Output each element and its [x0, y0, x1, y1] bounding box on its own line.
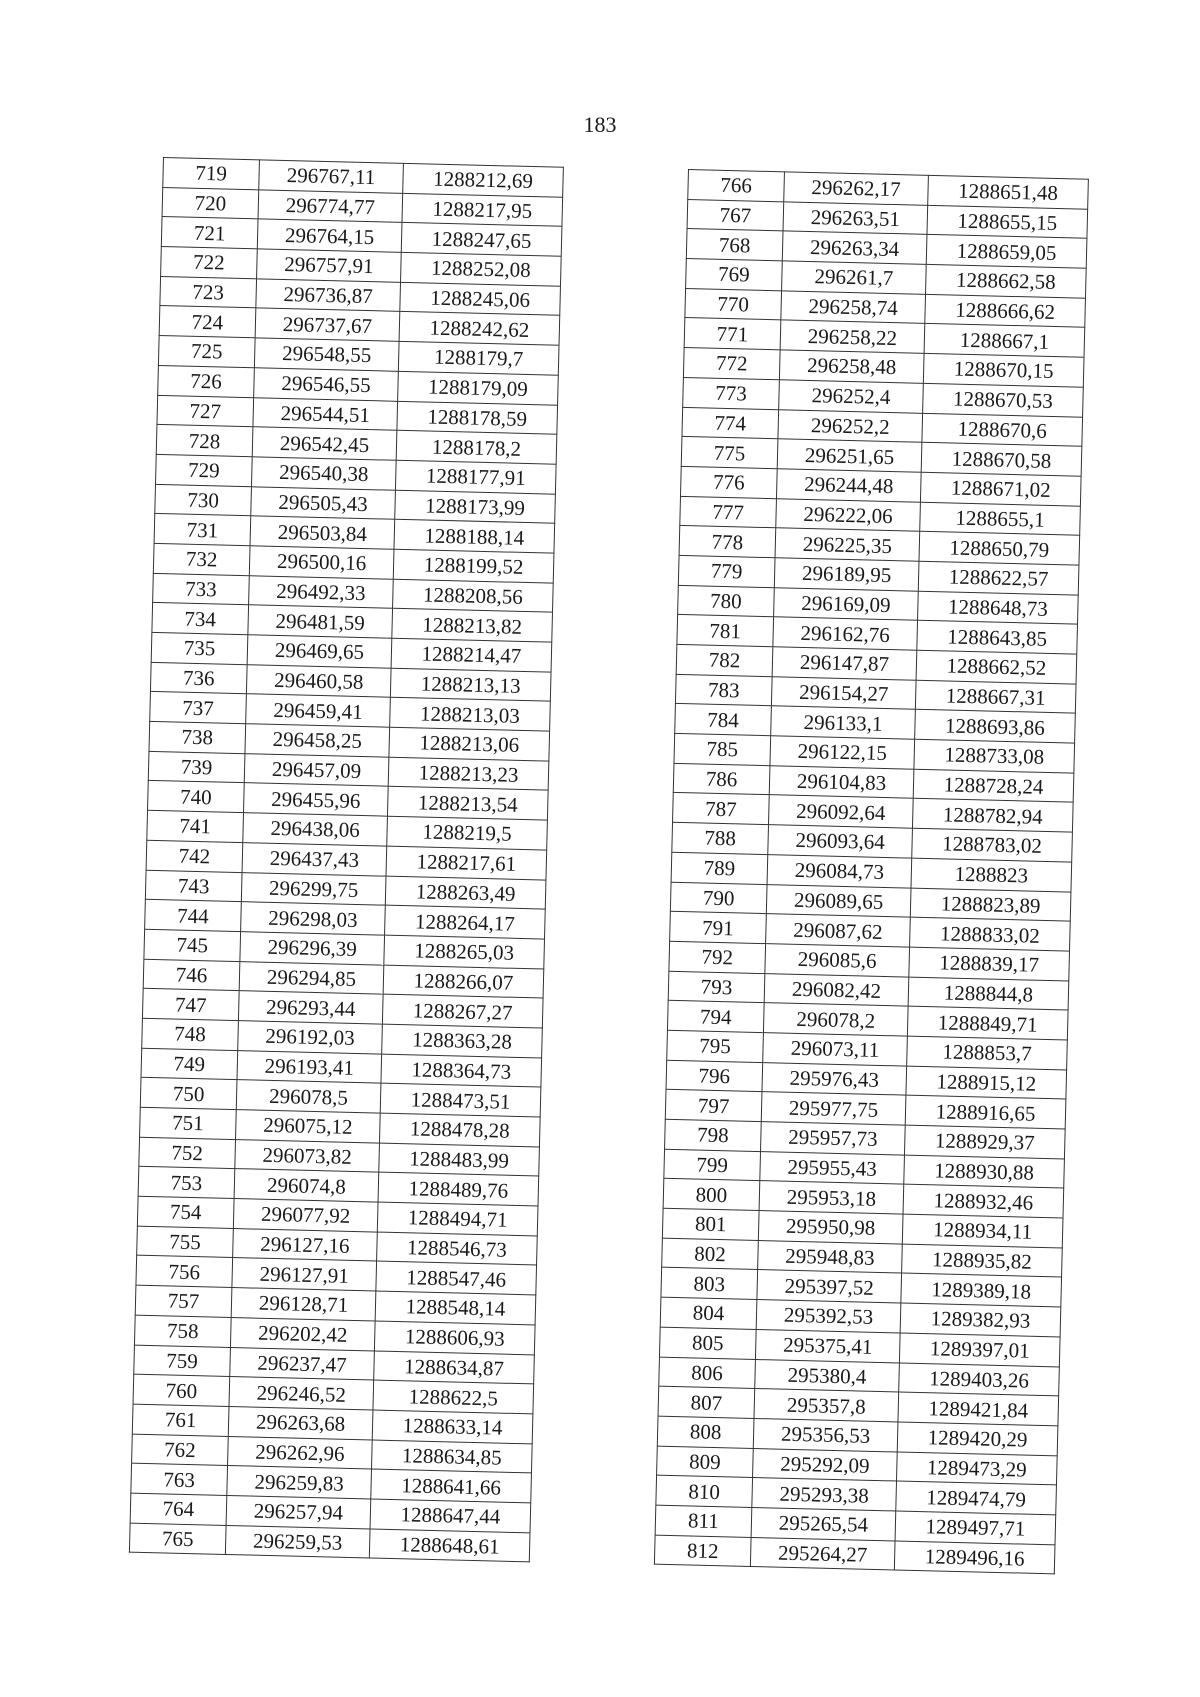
- y-coordinate-cell: 1288670,15: [923, 353, 1084, 387]
- point-number-cell: 780: [678, 585, 775, 617]
- x-coordinate-cell: 296548,55: [254, 338, 399, 371]
- x-coordinate-cell: 295957,73: [761, 1122, 906, 1155]
- x-coordinate-cell: 296298,03: [241, 902, 386, 935]
- y-coordinate-cell: 1289473,29: [897, 1452, 1058, 1486]
- x-coordinate-cell: 296189,95: [774, 558, 919, 591]
- x-coordinate-cell: 296542,45: [252, 427, 397, 460]
- point-number-cell: 737: [150, 692, 247, 724]
- x-coordinate-cell: 296263,34: [782, 231, 927, 264]
- coordinates-table-right: [654, 169, 1089, 1575]
- x-coordinate-cell: 296258,74: [781, 291, 926, 324]
- y-coordinate-cell: 1288208,56: [393, 579, 554, 613]
- point-number-cell: 811: [655, 1505, 752, 1537]
- y-coordinate-cell: 1289403,26: [899, 1363, 1060, 1397]
- y-coordinate-cell: 1288213,54: [387, 787, 548, 821]
- x-coordinate-cell: 296505,43: [251, 486, 396, 519]
- y-coordinate-cell: 1288264,17: [385, 905, 546, 939]
- x-coordinate-cell: 296092,64: [769, 795, 914, 828]
- x-coordinate-cell: 296222,06: [776, 498, 921, 531]
- point-number-cell: 777: [680, 496, 777, 528]
- y-coordinate-cell: 1288178,2: [396, 430, 557, 464]
- x-coordinate-cell: 296202,42: [230, 1317, 375, 1350]
- x-coordinate-cell: 296437,43: [242, 842, 387, 875]
- x-coordinate-cell: 296503,84: [250, 516, 395, 549]
- y-coordinate-cell: 1288179,7: [398, 341, 559, 375]
- y-coordinate-cell: 1288670,58: [921, 442, 1082, 476]
- y-coordinate-cell: 1288634,87: [374, 1351, 535, 1385]
- point-number-cell: 800: [663, 1179, 760, 1211]
- coordinates-table-left: [129, 157, 564, 1563]
- x-coordinate-cell: 296258,48: [779, 350, 924, 383]
- x-coordinate-cell: 296257,94: [226, 1495, 371, 1528]
- x-coordinate-cell: 296246,52: [229, 1377, 374, 1410]
- y-coordinate-cell: 1288935,82: [902, 1244, 1063, 1278]
- y-coordinate-cell: 1288633,14: [372, 1410, 533, 1444]
- y-coordinate-cell: 1288547,46: [376, 1261, 537, 1295]
- point-number-cell: 739: [148, 751, 245, 783]
- y-coordinate-cell: 1288930,88: [904, 1155, 1065, 1189]
- x-coordinate-cell: 295375,41: [755, 1329, 900, 1362]
- x-coordinate-cell: 296263,51: [783, 202, 928, 235]
- x-coordinate-cell: 296737,67: [255, 308, 400, 341]
- y-coordinate-cell: 1288219,5: [387, 816, 548, 850]
- point-number-cell: 755: [137, 1226, 234, 1258]
- point-number-cell: 722: [161, 247, 258, 279]
- x-coordinate-cell: 295977,75: [761, 1092, 906, 1125]
- x-coordinate-cell: 296244,48: [776, 469, 921, 502]
- x-coordinate-cell: 296252,2: [778, 409, 923, 442]
- y-coordinate-cell: 1288179,09: [398, 371, 559, 405]
- x-coordinate-cell: 296774,77: [258, 190, 403, 223]
- x-coordinate-cell: 296192,03: [238, 1021, 383, 1054]
- y-coordinate-cell: 1288666,62: [925, 294, 1086, 328]
- x-coordinate-cell: 296258,22: [780, 320, 925, 353]
- x-coordinate-cell: 295976,43: [762, 1062, 907, 1095]
- x-coordinate-cell: 296147,87: [772, 647, 917, 680]
- y-coordinate-cell: 1288648,61: [369, 1529, 530, 1563]
- x-coordinate-cell: 296251,65: [777, 439, 922, 472]
- x-coordinate-cell: 296127,91: [232, 1258, 377, 1291]
- x-coordinate-cell: 296073,82: [235, 1139, 380, 1172]
- page-number: 183: [583, 112, 617, 137]
- point-number-cell: 806: [659, 1357, 756, 1389]
- y-coordinate-cell: 1288606,93: [374, 1321, 535, 1355]
- x-coordinate-cell: 296082,42: [764, 973, 909, 1006]
- x-coordinate-cell: 296261,7: [782, 261, 927, 294]
- x-coordinate-cell: 296237,47: [230, 1347, 375, 1380]
- point-number-cell: 771: [684, 318, 781, 350]
- y-coordinate-cell: 1288670,6: [922, 413, 1083, 447]
- point-number-cell: 781: [677, 615, 774, 647]
- point-number-cell: 726: [158, 365, 255, 397]
- y-coordinate-cell: 1288782,94: [912, 799, 1073, 833]
- point-number-cell: 754: [137, 1196, 234, 1228]
- x-coordinate-cell: 296122,15: [770, 736, 915, 769]
- point-number-cell: 770: [685, 288, 782, 320]
- y-coordinate-cell: 1288213,13: [390, 668, 551, 702]
- y-coordinate-cell: 1289389,18: [901, 1273, 1062, 1307]
- x-coordinate-cell: 295293,38: [752, 1478, 897, 1511]
- x-coordinate-cell: 296299,75: [241, 872, 386, 905]
- point-number-cell: 808: [657, 1416, 754, 1448]
- point-number-cell: 775: [681, 437, 778, 469]
- x-coordinate-cell: 296296,39: [240, 932, 385, 965]
- point-number-cell: 735: [151, 632, 248, 664]
- x-coordinate-cell: 296077,92: [233, 1199, 378, 1232]
- y-coordinate-cell: 1288916,65: [905, 1095, 1066, 1129]
- x-coordinate-cell: 296078,2: [763, 1003, 908, 1036]
- point-number-cell: 761: [132, 1404, 229, 1436]
- point-number-cell: 760: [133, 1374, 230, 1406]
- point-number-cell: 803: [661, 1268, 758, 1300]
- y-coordinate-cell: 1289497,71: [895, 1511, 1056, 1545]
- point-number-cell: 779: [678, 555, 775, 587]
- y-coordinate-cell: 1288364,73: [381, 1054, 542, 1088]
- point-number-cell: 727: [157, 395, 254, 427]
- x-coordinate-cell: 295955,43: [760, 1151, 905, 1184]
- point-number-cell: 793: [668, 971, 765, 1003]
- point-number-cell: 733: [153, 573, 250, 605]
- x-coordinate-cell: 296757,91: [257, 249, 402, 282]
- point-number-cell: 742: [146, 840, 243, 872]
- point-number-cell: 736: [150, 662, 247, 694]
- x-coordinate-cell: 296460,58: [246, 664, 391, 697]
- y-coordinate-cell: 1288671,02: [920, 472, 1081, 506]
- x-coordinate-cell: 296074,8: [234, 1169, 379, 1202]
- point-number-cell: 791: [670, 911, 767, 943]
- y-coordinate-cell: 1288265,03: [384, 935, 545, 969]
- point-number-cell: 734: [152, 603, 249, 635]
- x-coordinate-cell: 296764,15: [257, 219, 402, 252]
- x-coordinate-cell: 296084,73: [767, 854, 912, 887]
- y-coordinate-cell: 1288363,28: [382, 1024, 543, 1058]
- y-coordinate-cell: 1288655,1: [920, 502, 1081, 536]
- x-coordinate-cell: 296492,33: [249, 575, 394, 608]
- x-coordinate-cell: 295953,18: [759, 1181, 904, 1214]
- x-coordinate-cell: 296073,11: [763, 1033, 908, 1066]
- y-coordinate-cell: 1288199,52: [393, 549, 554, 583]
- y-coordinate-cell: 1288839,17: [909, 947, 1070, 981]
- x-coordinate-cell: 296459,41: [246, 694, 391, 727]
- x-coordinate-cell: 295397,52: [757, 1270, 902, 1303]
- y-coordinate-cell: 1288667,31: [915, 680, 1076, 714]
- y-coordinate-cell: 1288214,47: [391, 638, 552, 672]
- point-number-cell: 768: [686, 229, 783, 261]
- x-coordinate-cell: 295392,53: [756, 1300, 901, 1333]
- point-number-cell: 753: [138, 1167, 235, 1199]
- y-coordinate-cell: 1288929,37: [904, 1125, 1065, 1159]
- x-coordinate-cell: 296089,65: [766, 884, 911, 917]
- y-coordinate-cell: 1288849,71: [907, 1006, 1068, 1040]
- x-coordinate-cell: 295380,4: [755, 1359, 900, 1392]
- point-number-cell: 741: [147, 810, 244, 842]
- y-coordinate-cell: 1288622,57: [918, 561, 1079, 595]
- x-coordinate-cell: 296162,76: [773, 617, 918, 650]
- point-number-cell: 773: [683, 377, 780, 409]
- x-coordinate-cell: 296259,83: [227, 1466, 372, 1499]
- y-coordinate-cell: 1289474,79: [896, 1481, 1057, 1515]
- y-coordinate-cell: 1288217,61: [386, 846, 547, 880]
- x-coordinate-cell: 295292,09: [753, 1448, 898, 1481]
- x-coordinate-cell: 296458,25: [245, 724, 390, 757]
- point-number-cell: 756: [136, 1256, 233, 1288]
- y-coordinate-cell: 1288667,1: [924, 324, 1085, 358]
- y-coordinate-cell: 1288915,12: [906, 1066, 1067, 1100]
- y-coordinate-cell: 1288693,86: [915, 710, 1076, 744]
- point-number-cell: 801: [662, 1208, 759, 1240]
- point-number-cell: 792: [669, 941, 766, 973]
- y-coordinate-cell: 1288213,06: [389, 727, 550, 761]
- y-coordinate-cell: 1288178,59: [397, 401, 558, 435]
- point-number-cell: 783: [675, 674, 772, 706]
- y-coordinate-cell: 1288242,62: [399, 312, 560, 346]
- point-number-cell: 764: [130, 1493, 227, 1525]
- y-coordinate-cell: 1288252,08: [401, 252, 562, 286]
- point-number-cell: 804: [660, 1297, 757, 1329]
- point-number-cell: 751: [140, 1107, 237, 1139]
- y-coordinate-cell: 1288823,89: [910, 888, 1071, 922]
- y-coordinate-cell: 1288478,28: [379, 1113, 540, 1147]
- point-number-cell: 786: [673, 763, 770, 795]
- point-number-cell: 809: [657, 1446, 754, 1478]
- point-number-cell: 784: [675, 704, 772, 736]
- point-number-cell: 758: [134, 1315, 231, 1347]
- x-coordinate-cell: 296540,38: [251, 457, 396, 490]
- x-coordinate-cell: 296457,09: [244, 753, 389, 786]
- point-number-cell: 720: [162, 187, 259, 219]
- y-coordinate-cell: 1288655,15: [927, 205, 1088, 239]
- point-number-cell: 807: [658, 1386, 755, 1418]
- point-number-cell: 738: [149, 721, 246, 753]
- y-coordinate-cell: 1288643,85: [917, 621, 1078, 655]
- point-number-cell: 746: [143, 959, 240, 991]
- y-coordinate-cell: 1288728,24: [913, 769, 1074, 803]
- x-coordinate-cell: 296225,35: [775, 528, 920, 561]
- y-coordinate-cell: 1288217,95: [402, 193, 563, 227]
- x-coordinate-cell: 296169,09: [774, 587, 919, 620]
- x-coordinate-cell: 296154,27: [771, 676, 916, 709]
- x-coordinate-cell: 296104,83: [769, 765, 914, 798]
- x-coordinate-cell: 296293,44: [238, 991, 383, 1024]
- x-coordinate-cell: 296736,87: [256, 279, 401, 312]
- y-coordinate-cell: 1288662,52: [916, 650, 1077, 684]
- point-number-cell: 790: [670, 882, 767, 914]
- y-coordinate-cell: 1288494,71: [377, 1202, 538, 1236]
- y-coordinate-cell: 1288648,73: [918, 591, 1079, 625]
- point-number-cell: 802: [662, 1238, 759, 1270]
- point-number-cell: 725: [158, 336, 255, 368]
- point-number-cell: 740: [148, 781, 245, 813]
- point-number-cell: 763: [131, 1463, 228, 1495]
- y-coordinate-cell: 1288173,99: [395, 490, 556, 524]
- point-number-cell: 728: [156, 425, 253, 457]
- point-number-cell: 747: [142, 989, 239, 1021]
- y-coordinate-cell: 1288844,8: [908, 977, 1069, 1011]
- x-coordinate-cell: 296262,17: [784, 172, 929, 205]
- y-coordinate-cell: 1288934,11: [902, 1214, 1063, 1248]
- point-number-cell: 766: [688, 170, 785, 202]
- point-number-cell: 788: [672, 822, 769, 854]
- point-number-cell: 719: [163, 158, 260, 190]
- point-number-cell: 765: [129, 1523, 226, 1555]
- y-coordinate-cell: 1289421,84: [898, 1392, 1059, 1426]
- y-coordinate-cell: 1288650,79: [919, 532, 1080, 566]
- point-number-cell: 769: [686, 259, 783, 291]
- y-coordinate-cell: 1288188,14: [394, 520, 555, 554]
- x-coordinate-cell: 295948,83: [758, 1240, 903, 1273]
- y-coordinate-cell: 1288473,51: [380, 1083, 541, 1117]
- x-coordinate-cell: 296263,68: [228, 1406, 373, 1439]
- x-coordinate-cell: 296193,41: [237, 1050, 382, 1083]
- x-coordinate-cell: 296455,96: [244, 783, 389, 816]
- x-coordinate-cell: 296078,5: [236, 1080, 381, 1113]
- y-coordinate-cell: 1288662,58: [926, 264, 1087, 298]
- y-coordinate-cell: 1288634,85: [372, 1440, 533, 1474]
- y-coordinate-cell: 1288651,48: [928, 175, 1089, 209]
- y-coordinate-cell: 1288647,44: [370, 1499, 531, 1533]
- y-coordinate-cell: 1288733,08: [914, 739, 1075, 773]
- y-coordinate-cell: 1288489,76: [378, 1172, 539, 1206]
- y-coordinate-cell: 1288247,65: [401, 223, 562, 257]
- x-coordinate-cell: 295265,54: [751, 1507, 896, 1540]
- point-number-cell: 724: [159, 306, 256, 338]
- x-coordinate-cell: 296438,06: [243, 813, 388, 846]
- point-number-cell: 798: [665, 1119, 762, 1151]
- y-coordinate-cell: 1288483,99: [379, 1143, 540, 1177]
- y-coordinate-cell: 1288213,03: [390, 698, 551, 732]
- x-coordinate-cell: 295264,27: [750, 1537, 895, 1570]
- x-coordinate-cell: 296128,71: [231, 1288, 376, 1321]
- y-coordinate-cell: 1289420,29: [897, 1422, 1058, 1456]
- point-number-cell: 757: [135, 1285, 232, 1317]
- point-number-cell: 731: [154, 514, 251, 546]
- point-number-cell: 797: [665, 1090, 762, 1122]
- x-coordinate-cell: 295357,8: [754, 1389, 899, 1422]
- point-number-cell: 782: [676, 644, 773, 676]
- y-coordinate-cell: 1288783,02: [912, 828, 1073, 862]
- point-number-cell: 772: [683, 348, 780, 380]
- y-coordinate-cell: 1288213,82: [392, 609, 553, 643]
- x-coordinate-cell: 296262,96: [228, 1436, 373, 1469]
- point-number-cell: 796: [666, 1060, 763, 1092]
- x-coordinate-cell: 295356,53: [753, 1418, 898, 1451]
- point-number-cell: 794: [667, 1001, 764, 1033]
- y-coordinate-cell: 1288670,53: [923, 383, 1084, 417]
- y-coordinate-cell: 1288263,49: [385, 876, 546, 910]
- point-number-cell: 776: [681, 466, 778, 498]
- point-number-cell: 723: [160, 276, 257, 308]
- y-coordinate-cell: 1289496,16: [894, 1541, 1055, 1575]
- x-coordinate-cell: 295950,98: [758, 1211, 903, 1244]
- point-number-cell: 795: [667, 1030, 764, 1062]
- x-coordinate-cell: 296544,51: [253, 397, 398, 430]
- x-coordinate-cell: 296259,53: [225, 1525, 370, 1558]
- point-number-cell: 810: [656, 1475, 753, 1507]
- y-coordinate-cell: 1288267,27: [382, 994, 543, 1028]
- y-coordinate-cell: 1288641,66: [371, 1469, 532, 1503]
- y-coordinate-cell: 1288245,06: [400, 282, 561, 316]
- y-coordinate-cell: 1288213,23: [388, 757, 549, 791]
- point-number-cell: 732: [153, 543, 250, 575]
- x-coordinate-cell: 296767,11: [259, 160, 404, 193]
- x-coordinate-cell: 296546,55: [254, 368, 399, 401]
- y-coordinate-cell: 1289397,01: [899, 1333, 1060, 1367]
- point-number-cell: 749: [141, 1048, 238, 1080]
- y-coordinate-cell: 1288548,14: [375, 1291, 536, 1325]
- point-number-cell: 744: [145, 899, 242, 931]
- x-coordinate-cell: 296252,4: [779, 380, 924, 413]
- y-coordinate-cell: 1288853,7: [907, 1036, 1068, 1070]
- point-number-cell: 748: [142, 1018, 239, 1050]
- x-coordinate-cell: 296127,16: [233, 1228, 378, 1261]
- y-coordinate-cell: 1288177,91: [395, 460, 556, 494]
- point-number-cell: 767: [687, 199, 784, 231]
- y-coordinate-cell: 1288833,02: [910, 917, 1071, 951]
- x-coordinate-cell: 296133,1: [771, 706, 916, 739]
- y-coordinate-cell: 1288823: [911, 858, 1072, 892]
- point-number-cell: 778: [679, 526, 776, 558]
- y-coordinate-cell: 1288659,05: [926, 235, 1087, 269]
- point-number-cell: 789: [671, 852, 768, 884]
- point-number-cell: 721: [161, 217, 258, 249]
- y-coordinate-cell: 1288212,69: [403, 163, 564, 197]
- point-number-cell: 799: [664, 1149, 761, 1181]
- y-coordinate-cell: 1288932,46: [903, 1184, 1064, 1218]
- point-number-cell: 805: [659, 1327, 756, 1359]
- x-coordinate-cell: 296500,16: [249, 546, 394, 579]
- point-number-cell: 812: [654, 1535, 751, 1567]
- y-coordinate-cell: 1289382,93: [900, 1303, 1061, 1337]
- point-number-cell: 743: [145, 870, 242, 902]
- x-coordinate-cell: 296075,12: [236, 1110, 381, 1143]
- x-coordinate-cell: 296093,64: [768, 825, 913, 858]
- x-coordinate-cell: 296085,6: [765, 944, 910, 977]
- point-number-cell: 745: [144, 929, 241, 961]
- point-number-cell: 759: [134, 1345, 231, 1377]
- y-coordinate-cell: 1288546,73: [377, 1232, 538, 1266]
- point-number-cell: 787: [673, 793, 770, 825]
- y-coordinate-cell: 1288266,07: [383, 965, 544, 999]
- y-coordinate-cell: 1288622,5: [373, 1380, 534, 1414]
- point-number-cell: 729: [156, 454, 253, 486]
- point-number-cell: 752: [139, 1137, 236, 1169]
- point-number-cell: 750: [140, 1078, 237, 1110]
- x-coordinate-cell: 296469,65: [247, 635, 392, 668]
- point-number-cell: 774: [682, 407, 779, 439]
- x-coordinate-cell: 296087,62: [766, 914, 911, 947]
- point-number-cell: 730: [155, 484, 252, 516]
- point-number-cell: 785: [674, 733, 771, 765]
- point-number-cell: 762: [132, 1434, 229, 1466]
- x-coordinate-cell: 296294,85: [239, 961, 384, 994]
- x-coordinate-cell: 296481,59: [248, 605, 393, 638]
